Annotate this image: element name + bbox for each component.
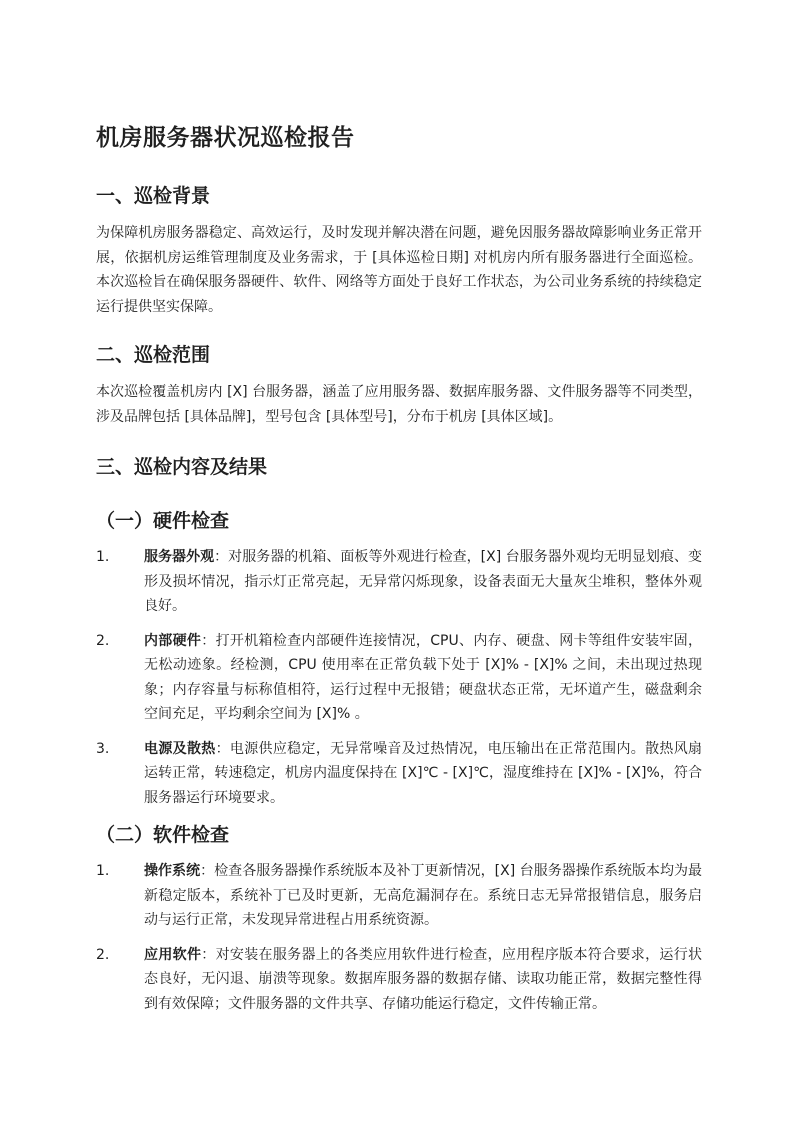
list-item-number: 1. xyxy=(96,549,110,565)
list-item-text: 对服务器的机箱、面板等外观进行检查，[X] 台服务器外观均无明显划痕、变形及损坏情况，指示灯正常亮起，无异常闪烁现象，设备表面无大量灰尘堆积，整体外观良好。 xyxy=(144,549,703,614)
section-heading-scope: 二、巡检范围 xyxy=(96,344,211,366)
list-item xyxy=(96,943,702,1017)
list-item-text: 电源供应稳定，无异常噪音及过热情况，电压输出在正常范围内。散热风扇运转正常，转速稳定，机房内温度保持在 [X]℃ - [X]℃，湿度维持在 [X]% - [X]%，符合服务器运行环境要求。 xyxy=(144,740,703,806)
list-item-text: 打开机箱检查内部硬件连接情况，CPU、内存、硬盘、网卡等组件安装牢固，无松动迹象。经检测，CPU 使用率在正常负载下处于 [X]% - [X]% 之间，未出现过热现象；内存容量与标称值相符，运行过程中无报错；硬盘状态正常，无坏道产生，磁盘剩余空间充足，平均剩余空间为 [X]% 。 xyxy=(144,632,702,722)
list-item-separator: ： xyxy=(214,549,229,565)
background-paragraph: 为保障机房服务器稳定、高效运行，及时发现并解决潜在问题，避免因服务器故障影响业务正常开展，依据机房运维管理制度及业务需求，于 [具体巡检日期] 对机房内所有服务器进行全面巡检。本次巡检旨在确保服务器硬件、软件、网络等方面处于良好工作状态，为公司业务系统的持续稳定运行提供坚实保障。 xyxy=(96,225,702,315)
subsection-heading-software: （二）软件检查 xyxy=(96,824,230,846)
document-title: 机房服务器状况巡检报告 xyxy=(96,125,355,151)
list-item-term: 服务器外观 xyxy=(144,549,215,565)
list-item-text: 对安装在服务器上的各类应用软件进行检查，应用程序版本符合要求，运行状态良好，无闪退、崩溃等现象。数据库服务器的数据存储、读取功能正常，数据完整性得到有效保障；文件服务器的文件共享、存储功能运行稳定，文件传输正常。 xyxy=(144,946,703,1012)
list-item-number: 2. xyxy=(96,632,110,649)
list-item-separator: ： xyxy=(200,863,215,879)
software-check-list xyxy=(96,859,702,1016)
subsection-heading-hardware: （一）硬件检查 xyxy=(96,510,230,532)
list-item xyxy=(96,737,702,811)
list-item-number: 1. xyxy=(96,863,110,879)
section-heading-background: 一、巡检背景 xyxy=(96,185,211,207)
list-item-number: 3. xyxy=(96,740,110,757)
list-item-number: 2. xyxy=(96,946,110,963)
list-item-term: 电源及散热 xyxy=(144,740,216,757)
hardware-check-list xyxy=(96,545,702,810)
list-item-separator: ： xyxy=(215,740,230,757)
list-item xyxy=(96,545,702,619)
list-item-separator: ： xyxy=(201,946,216,963)
list-item-text: 检查各服务器操作系统版本及补丁更新情况，[X] 台服务器操作系统版本均为最新稳定版本，系统补丁已及时更新，无高危漏洞存在。系统日志无异常报错信息，服务启动与运行正常，未发现异常进程占用系统资源。 xyxy=(144,863,702,928)
list-item xyxy=(96,629,702,727)
list-item-term: 内部硬件 xyxy=(144,632,202,649)
section-heading-content-results: 三、巡检内容及结果 xyxy=(96,456,268,478)
list-item-term: 操作系统 xyxy=(144,863,201,879)
list-item-separator: ： xyxy=(201,632,216,649)
list-item xyxy=(96,859,702,933)
list-item-term: 应用软件 xyxy=(144,946,202,963)
scope-paragraph: 本次巡检覆盖机房内 [X] 台服务器，涵盖了应用服务器、数据库服务器、文件服务器等不同类型，涉及品牌包括 [具体品牌]，型号包含 [具体型号]，分布于机房 [具体区域]。 xyxy=(96,384,702,425)
